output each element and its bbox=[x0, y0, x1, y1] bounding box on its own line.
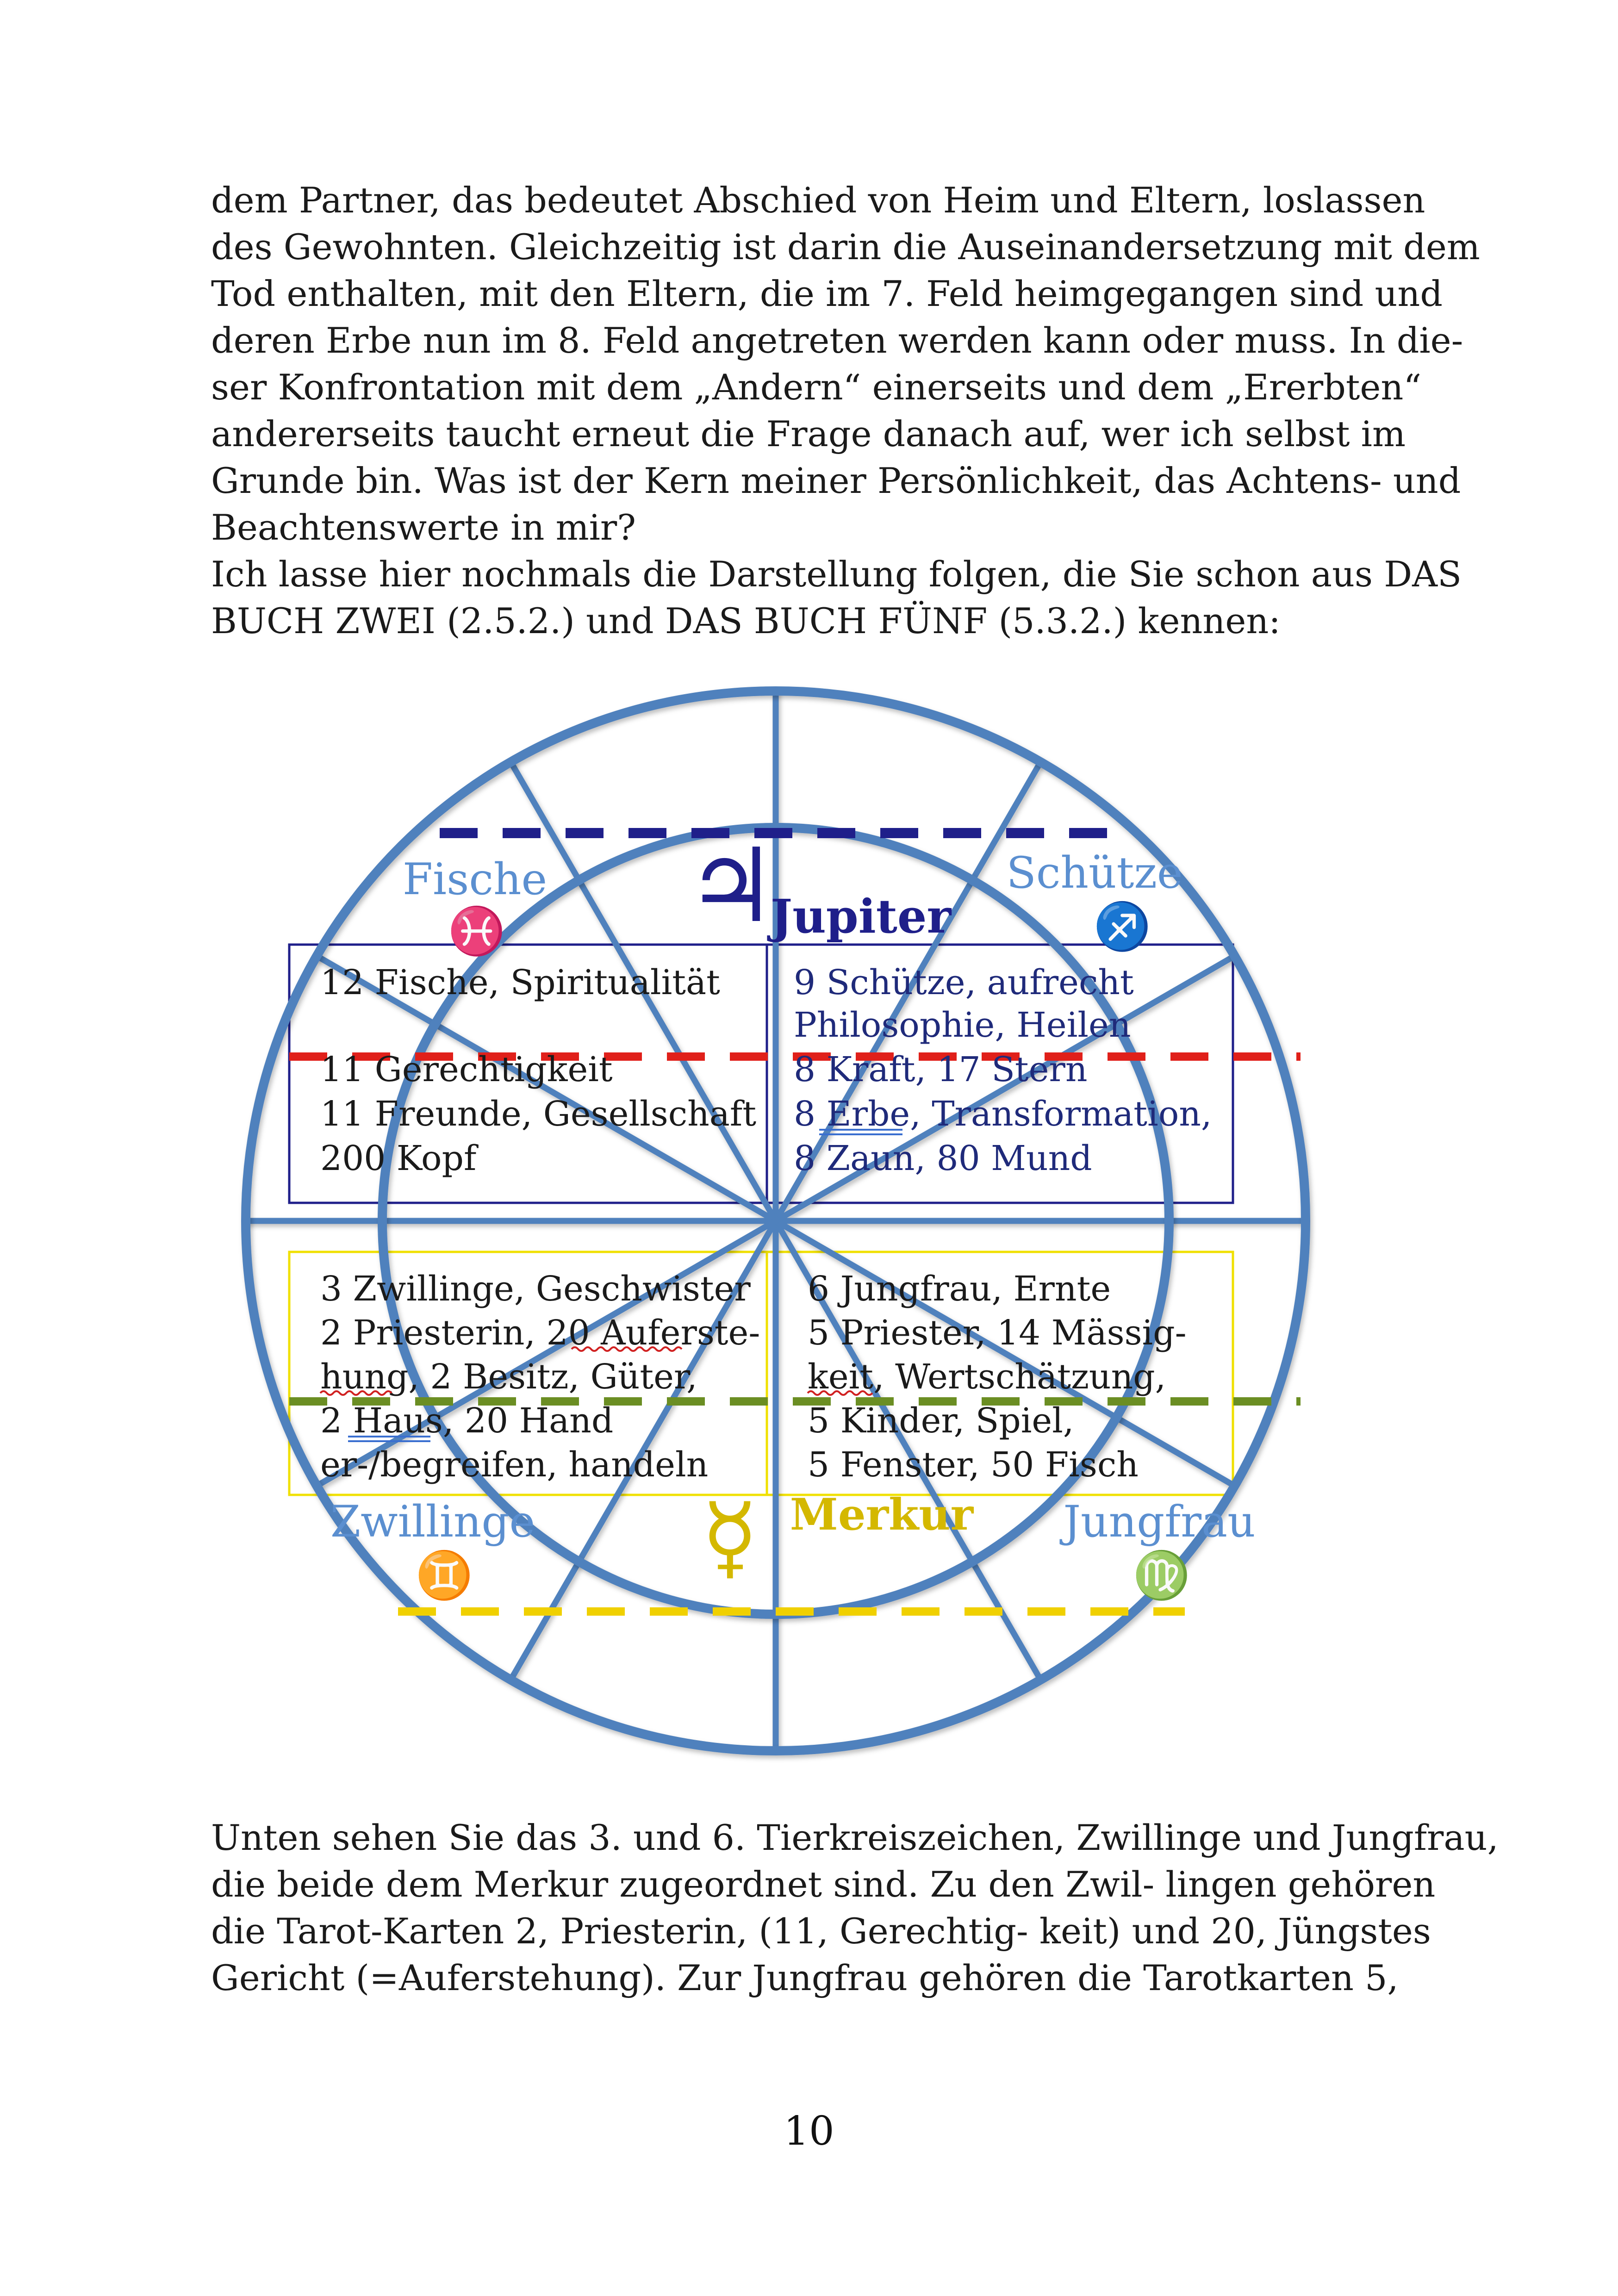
box-line: 8 Zaun, 80 Mund bbox=[794, 1139, 1092, 1178]
box-line: 9 Schütze, aufrecht bbox=[794, 963, 1134, 1002]
box-bottom-right-text bbox=[808, 1269, 1187, 1485]
box-line: 200 Kopf bbox=[320, 1139, 477, 1178]
box-line: 6 Jungfrau, Ernte bbox=[808, 1269, 1111, 1309]
sign-jungfrau-label: Jungfrau bbox=[1063, 1497, 1256, 1547]
text-line: Ich lasse hier nochmals die Darstellung folgen, die Sie schon aus DAS bbox=[211, 554, 1462, 595]
text-line: Grunde bin. Was ist der Kern meiner Persönlichkeit, das Achtens- und bbox=[211, 460, 1461, 501]
box-line: 5 Priester, 14 Mässig- bbox=[808, 1313, 1187, 1353]
box-line: er-/begreifen, handeln bbox=[320, 1445, 709, 1485]
planet-merkur-label: Merkur bbox=[790, 1489, 974, 1540]
text-line: BUCH ZWEI (2.5.2.) und DAS BUCH FÜNF (5.3.2.) kennen: bbox=[211, 600, 1281, 641]
jupiter-icon: ♃ bbox=[685, 827, 777, 945]
sign-fische-label: Fische bbox=[402, 854, 548, 905]
text-line: Tod enthalten, mit den Eltern, die im 7. Feld heimgegangen sind und bbox=[211, 273, 1443, 314]
text-line: Beachtenswerte in mir? bbox=[211, 507, 636, 548]
text-line: ser Konfrontation mit dem „Andern“ einerseits und dem „Ererbten“ bbox=[211, 367, 1422, 408]
text-line: deren Erbe nun im 8. Feld angetreten werden kann oder muss. In die- bbox=[211, 320, 1463, 361]
text-line: Gericht (=Auferstehung). Zur Jungfrau gehören die Tarotkarten 5, bbox=[211, 1957, 1399, 1998]
merkur-icon: ☿ bbox=[701, 1482, 759, 1591]
text-line: des Gewohnten. Gleichzeitig ist darin die Auseinandersetzung mit dem bbox=[211, 226, 1480, 268]
sign-schuetze-label: Schütze bbox=[1006, 848, 1183, 898]
box-line: 8 Erbe, Transformation, bbox=[794, 1094, 1212, 1134]
box-line: 3 Zwillinge, Geschwister bbox=[320, 1269, 751, 1309]
box-line: 5 Fenster, 50 Fisch bbox=[808, 1445, 1139, 1485]
text-line: Unten sehen Sie das 3. und 6. Tierkreiszeichen, Zwillinge und Jungfrau, bbox=[211, 1817, 1499, 1858]
text-line: die Tarot-Karten 2, Priesterin, (11, Gerechtig- keit) und 20, Jüngstes bbox=[211, 1910, 1431, 1952]
box-line: 11 Freunde, Gesellschaft bbox=[320, 1094, 757, 1134]
box-bottom-left-text bbox=[320, 1269, 760, 1485]
box-line: keit, Wertschätzung, bbox=[808, 1357, 1166, 1397]
paragraph-bottom bbox=[211, 1814, 1499, 2001]
box-line: 2 Priesterin, 20 Auferste- bbox=[320, 1313, 760, 1353]
jungfrau-icon: ♍ bbox=[1133, 1548, 1191, 1602]
page-number: 10 bbox=[784, 2108, 834, 2154]
text-line: andererseits taucht erneut die Frage danach auf, wer ich selbst im bbox=[211, 413, 1406, 454]
sign-zwillinge-label: Zwillinge bbox=[330, 1497, 535, 1547]
box-line: Philosophie, Heilen bbox=[794, 1005, 1131, 1045]
planet-jupiter-label: Jupiter bbox=[770, 889, 952, 944]
text-line: die beide dem Merkur zugeordnet sind. Zu den Zwil- lingen gehören bbox=[211, 1864, 1436, 1905]
fische-icon: ♓ bbox=[448, 904, 506, 958]
box-line: 12 Fische, Spiritualität bbox=[320, 963, 720, 1002]
box-line: 2 Haus, 20 Hand bbox=[320, 1401, 614, 1441]
text-line: dem Partner, das bedeutet Abschied von Heim und Eltern, loslassen bbox=[211, 180, 1425, 221]
box-top-right-text bbox=[794, 963, 1212, 1178]
box-line: hung, 2 Besitz, Güter, bbox=[320, 1357, 697, 1397]
zwillinge-icon: ♊ bbox=[415, 1548, 473, 1602]
box-line: 5 Kinder, Spiel, bbox=[808, 1401, 1074, 1441]
schuetze-icon: ♐ bbox=[1093, 899, 1151, 953]
box-line: 8 Kraft, 17 Stern bbox=[794, 1050, 1088, 1089]
box-line: 11 Gerechtigkeit bbox=[320, 1050, 613, 1089]
